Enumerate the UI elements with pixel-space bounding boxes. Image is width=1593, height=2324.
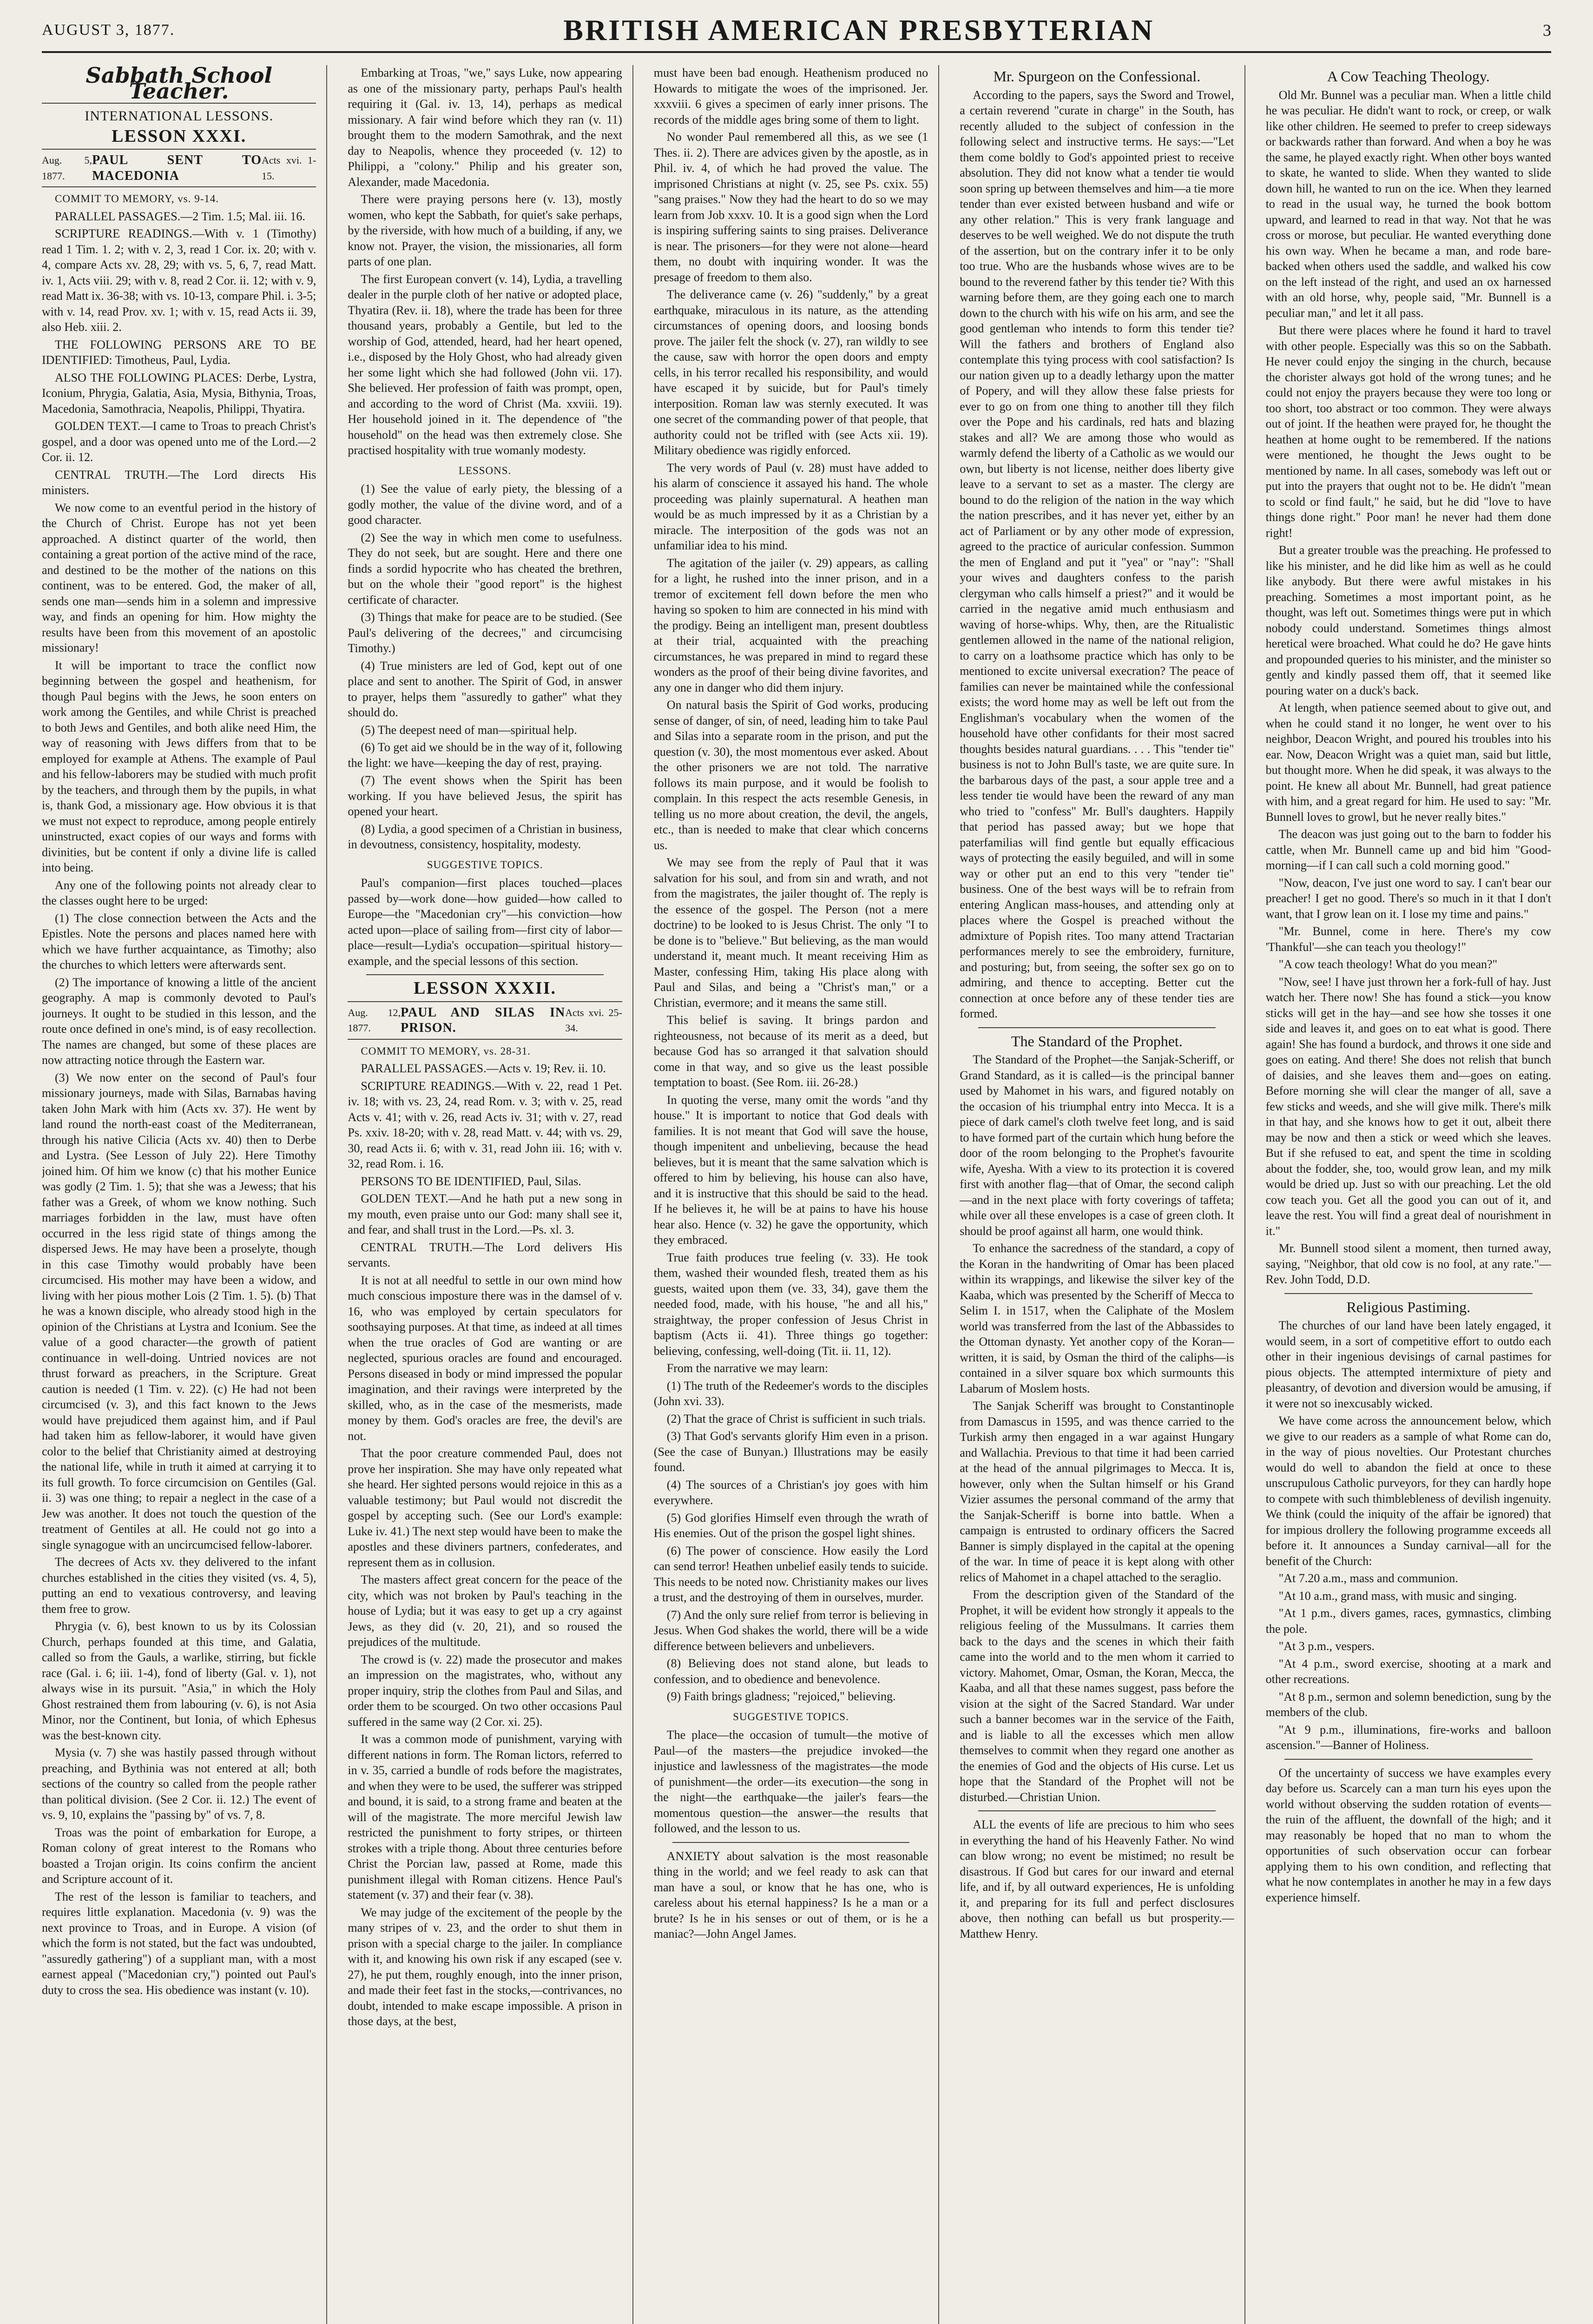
paragraph: There were praying persons here (v. 13), mostly women, who kept the Sabbath, for quiet's sake perhaps, by the riverside, with how much of a building, if any, we know not. Prayer, the vision, the missionaries, all form parts of one plan. bbox=[348, 192, 622, 268]
paragraph: At length, when patience seemed about to give out, and when he could stand it no longer, he went over to his neighbor, Deacon Wright, and poured his troubles into his ear. Now, Deacon Wright was a quiet man, said but little, but thought more. When he did speak, it was always to the point. He knew all about Mr. Bunnell, had great patience with him, and a great regard for him. He used to say: "Mr. Bunnell loves to growl, but he never really bites." bbox=[1265, 701, 1551, 824]
paragraph: "At 9 p.m., illuminations, fire-works and balloon ascension."—Banner of Holiness. bbox=[1265, 1723, 1551, 1752]
section-title: Sabbath School Teacher. bbox=[42, 68, 316, 104]
paragraph: "At 10 a.m., grand mass, with music and singing. bbox=[1278, 1589, 1517, 1603]
paragraph: (6) The power of conscience. How easily the Lord can send terror! Heathen unbelief easily tends to suicide. This needs to be noted now. Christianity makes our lives a trust, and the destroying of them in ourselves, murder. bbox=[653, 1544, 928, 1604]
column-5 bbox=[1266, 65, 1551, 2324]
paragraph: It is not at all needful to settle in our own mind how much conscious imposture there was in the damsel of v. 16, who was employed by certain speculators for soothsaying purposes. At that time, as indeed at all times when the true oracles of God are wanting or are neglected, spurious oracles are found and encouraged. Persons diseased in body or mind impressed the popular imagination, and their ravings were interpreted by the skilled, who, as in the case of the mesmerists, made money by them. God's oracles are free, the devil's are not. bbox=[348, 1273, 622, 1443]
paragraph: Of the uncertainty of success we have examples every day before us. Scarcely can a man turn his eyes upon the world without observing the sudden rotation of events—the ruin of the affluent, the downfall of the high; and it may reasonably be hoped that no man to whom the opportunities of such observation occur can forbear applying them to his own condition, and reflecting that what he now contemplates in another he may in a few days experience himself. bbox=[1265, 1766, 1551, 1904]
lesson-title: LESSON XXXI. bbox=[112, 126, 247, 146]
article-title: A Cow Teaching Theology. bbox=[1327, 68, 1490, 85]
paragraph: (7) And the only sure relief from terror is believing in Jesus. When God shakes the world, there will be a wide difference between believers and unbelievers. bbox=[653, 1608, 928, 1653]
paragraph: According to the papers, says the Sword and Trowel, a certain reverend "curate in charge" in the South, has recently alluded to the subject of confession in the following select and instructive terms. He says:—"Let them come boldly to God's appointed priest to receive absolution. They did not know what a tender tie would soon spring up between themselves and him—a tie more tender than ever existed between husband and wife or any other relation." This is very frank language and deserves to be well weighed. We do not dispute the truth of the assertion, but on the contrary infer it to be only too true. Who are the husbands whose wives are to be bound to the reverend father by this tender tie? With this warning before them, are they going each one to march down to the church with his wife on his arm, and see the good gentleman who intends to form this tender tie? Will the fathers and brothers of England also contemplate this tying process with cool satisfaction? Is our nation given up to a deadly lethargy upon the matter of Popery, and will they allow these false priests for ever to go on from one thing to another till they filch over the Pope and his cardinals, red hats and blazing stakes and all? We are among those who would as warmly defend the liberty of a Catholic as we would our own, but liberty is not license, neither does liberty give leave to a servant to set as a master. The clergy are bound to do the religion of the nation in the way which the nation prescribes, and it has never yet, either by an act of Parliament or by any other mode of expression, agreed to the practice of auricular confession. Summon the men of England and put it "yea" or "nay": "Shall your wives and daughters confess to the parish clergyman who calls himself a priest?" and it would be carried in the negative amid much enthusiasm and waving of horse-whips. Why, then, are the Ritualistic gentlemen allowed in the name of the national religion, to carry on a loathsome practice which has only to be mentioned to excite universal execration? The peace of families can never be maintained while the confessional exists; the word home may as well be left out from the Englishman's vocabulary when the women of the household have other confidants for their most sacred thoughts besides natural guardians. . . . This "tender tie" business is not to John Bull's taste, we are quite sure. In the barbarous days of the past, a sour apple tree and a less tender tie would have been the reward of any man who tried to "confess" Mr. Bull's daughters. Happily that period has passed away; but we hope that paterfamilias will find gentle but equally efficacious ways of protecting the easily beguiled, and will in some way or other put an end to this very "tender tie" business. One of the best ways will be to refrain from entering Anglican mass-houses, and attending only at places where the Gospel is preached without the admixture of Popish rites. Too many attend Tractarian performances merely to see the embroidery, furniture, and posturing; but, from seeing, the softer sex go on to admiring, and thence to accepting. Better cut the connection at once before any of these tender ties are formed. bbox=[960, 88, 1234, 1020]
paragraph: (4) True ministers are led of God, kept out of one place and sent to another. The Spirit of God, in answer to prayer, helps them "assuredly to gather" what they should do. bbox=[348, 659, 622, 719]
paragraph: PARALLEL PASSAGES.—Acts v. 19; Rev. ii. 10. bbox=[361, 1062, 606, 1075]
divider bbox=[672, 1842, 909, 1843]
paragraph: must have been bad enough. Heathenism produced no Howards to mitigate the woes of the imprisoned. Jer. xxxviii. 6 gives a specimen of early inner prisons. The records of the middle ages bring some of them to light. bbox=[653, 66, 928, 126]
paragraph: The deacon was just going out to the barn to fodder his cattle, when Mr. Bunnell came up and bid him "Good-morning—if I can call such a cold morning good." bbox=[1265, 827, 1551, 872]
paragraph: "At 1 p.m., divers games, races, gymnastics, climbing the pole. bbox=[1265, 1606, 1551, 1636]
paragraph: SCRIPTURE READINGS.—With v. 1 (Timothy) read 1 Tim. 1. 2; with v. 2, 3, read 1 Cor. ix. 20; with v. 4, compare Acts xv. 28, 29; with vs. 5, 6, 7, read Matt. iv. 1, Acts viii. 29; with v. 8, read 2 Cor. ii. 12; with v. 9, read Matt ix. 36-38; with vs. 10-13, compare Phil. i. 3-5; with v. 14, read Prov. xv. 1; with v. 15, read Acts ii. 39, also Heb. xiii. 2. bbox=[42, 227, 316, 334]
paragraph: Old Mr. Bunnel was a peculiar man. When a little child he was peculiar. He didn't want to rock, or creep, or walk like other children. He seemed to prefer to creep sideways or backwards rather than forward. And when a boy he was the same, he played exactly right. When other boys wanted to skate, he wanted to slide. When they wanted to slide down hill, he wanted to run on the ice. When they learned to read in the usual way, he turned the book bottom upward, and learned to read in that way. Not that he was cross or morose, but peculiar. He wanted everything done his own way. When he became a man, and rode bare-backed when others used the saddle, and walked his cow on the left instead of the right, and used an ox harnessed with an old horse, why, people said, "Mr. Bunnell is a peculiar man," and let it all pass. bbox=[1265, 88, 1551, 320]
paragraph: (7) The event shows when the Spirit has been working. If you have believed Jesus, the spirit has opened your heart. bbox=[348, 773, 622, 818]
divider bbox=[1284, 1293, 1533, 1294]
paragraph: The masters affect great concern for the peace of the city, which was not broken by Paul's teaching in the house of Lydia; but it was easy to get up a cry against Jews, as they did (v. 20, 21), and so roused the prejudices of the multitude. bbox=[348, 1573, 622, 1649]
paragraph: CENTRAL TRUTH.—The Lord directs His ministers. bbox=[42, 468, 316, 497]
paragraph: "At 4 p.m., sword exercise, shooting at a mark and other recreations. bbox=[1265, 1657, 1551, 1686]
paragraph: "A cow teach theology! What do you mean?" bbox=[1278, 957, 1498, 971]
paragraph: We may judge of the excitement of the people by the many stripes of v. 23, and the order to shut them in prison with a special charge to the jailer. In compliance with it, and knowing his own risk if any escaped (see v. 27), he put them, roughly enough, into the inner prison, and made their feet fast in the stocks,—contrivances, no doubt, intended to make escape impossible. A prison in those days, at the best, bbox=[348, 1905, 622, 2028]
paragraph: (1) The truth of the Redeemer's words to the disciples (John xvi. 33). bbox=[653, 1379, 928, 1408]
lesson-date: Aug. 12, 1877. bbox=[348, 1006, 401, 1034]
column-4 bbox=[960, 65, 1245, 2324]
column-3 bbox=[654, 65, 939, 2324]
paragraph: From the description given of the Standard of the Prophet, it will be evident how strongly it appeals to the religious feeling of the Mussulmans. It carries them back to the days and the scenes in which their faith came into the world and to the men whom it carried to victory. Mahomet, Omar, Osman, the Koran, Mecca, the Kaaba, and all that these names suggest, pass before the vision at the sight of the Sacred Standard. War under such a banner becomes war in the service of the Faith, and is liable to all the excesses which men allow themselves to commit when they regard one another as the enemies of God and the objects of His curse. Let us hope that the Standard of the Prophet will not be disturbed.—Christian Union. bbox=[960, 1588, 1234, 1804]
columns bbox=[42, 65, 1551, 2324]
paragraph: (8) Lydia, a good specimen of a Christian in business, in devoutness, consistency, hospitality, modesty. bbox=[348, 822, 622, 851]
paragraph: ALL the events of life are precious to him who sees in everything the hand of his Heavenly Father. No wind can blow wrong; no event be mistimed; no result be disastrous. If God but cares for our inward and eternal life, and if, by all outward experiences, He is unfolding it, and preparing for its full and perfect disclosures above, then nothing can befall us but prosperity.—Matthew Henry. bbox=[960, 1818, 1234, 1941]
paragraph: We have come across the announcement below, which we give to our readers as a sample of what Rome can do, in the way of pious novelties. Our Protestant churches would do well to abandon the field at once to these unscrupulous Catholic purveyors, for they can hardly hope to compete with such thimblebleness of devilish ingenuity. We think (could the iniquity of the affair be ignored) that for impious drollery the following programme exceeds all before it. It announces a Sunday carnival—all for the benefit of the Church: bbox=[1265, 1414, 1551, 1568]
paragraph: "Mr. Bunnel, come in here. There's my cow 'Thankful'—she can teach you theology!" bbox=[1265, 924, 1551, 954]
paragraph: GOLDEN TEXT.—I came to Troas to preach Christ's gospel, and a door was opened unto me of the Lord.—2 Cor. ii. 12. bbox=[42, 419, 316, 464]
lessons-heading: LESSONS. bbox=[458, 464, 512, 476]
paragraph: True faith produces true feeling (v. 33). He took them, washed their wounded flesh, treated them as his guests, waited upon them (ve. 33, 34), gave them the needed food, made, with his house, "he and all his," straightway, the proper confession of Jesus Christ in baptism (Acts ii. 41). Three things go together: believing, confessing, well-doing (Tit. ii. 11, 12). bbox=[653, 1250, 928, 1358]
paragraph: (4) The sources of a Christian's joy goes with him everywhere. bbox=[653, 1478, 928, 1507]
paragraph: ALSO THE FOLLOWING PLACES: Derbe, Lystra, Iconium, Phrygia, Galatia, Asia, Mysia, Bithynia, Troas, Macedonia, Samothracia, Neapolis, Philippi, Thyatira. bbox=[42, 370, 316, 416]
paragraph: It will be important to trace the conflict now beginning between the gospel and heathenism, for though Paul begins with the Jews, he soon enters on work among the Gentiles, and while Christ is preached to both Jews and Gentiles, and both alike need Him, the way of reasoning with Jews differs from that to be employed for example at Athens. The example of Paul and his fellow-laborers may be studied with much profit by the teachers, and through them by the pupils, in what is, thank God, a missionary age. How obvious it is that we must not expect to reproduce, among people entirely uninstructed, exact copies of our ways and forms with divinities, but be content if only a divine life is called into being. bbox=[42, 658, 316, 874]
paragraph: (3) We now enter on the second of Paul's four missionary journeys, made with Silas, Barnabas having taken John Mark with him (Acts xv. 37). He went by land round the north-east coast of the Mediterranean, through his native Cilicia (Acts xv. 40) then to Derbe and Lystra. (See Lesson of July 22). Here Timothy joined him. Of him we know (c) that his mother Eunice was godly (2 Tim. 1. 5); that she was a Jewess; that his father was a Greek, of whom we know nothing. Such marriages forbidden in the law, must have often occurred in the less rigid state of things among the dispersed Jews. He may have been a proselyte, though in this case Timothy would probably have been circumcised. His mother may have been a widow, and living with her pious mother Lois (2 Tim. 1. 5). (b) That he was a known disciple, who already stood high in the opinion of the Christians at Lystra and Iconium. See the value of a good character—the growth of patient continuance in well-doing. Untried novices are not thrust forward as preachers, in the Scripture. Great caution is needed (1 Tim. v. 22). (c) He had not been circumcised (v. 3), and this fact known to the Jews would have prejudiced them against him, and if Paul had taken him as fellow-laborer, it would have given color to the belief that Christianity aimed at destroying the national life, while in truth it aimed at carrying it to its full growth. To force circumcision on Gentiles (Gal. ii. 3) was one thing; to repair a neglect in the case of a Jew was another. It does not touch the question of the treatment of Gentiles at all. He could not go into a single synagogue with an uncircumcised fellow-laborer. bbox=[42, 1070, 316, 1552]
paragraph: (3) That God's servants glorify Him even in a prison. (See the case of Bunyan.) Illustrations may be easily found. bbox=[653, 1429, 928, 1474]
paragraph: CENTRAL TRUTH.—The Lord delivers His servants. bbox=[348, 1240, 622, 1269]
paragraph: "Now, deacon, I've just one word to say. I can't bear our preacher! I get no good. There's so much in it that I don't want, that I grow lean on it. I lose my time and pains." bbox=[1265, 876, 1551, 921]
paragraph: COMMIT TO MEMORY, vs. 28-31. bbox=[361, 1045, 531, 1057]
paragraph: It was a common mode of punishment, varying with different nations in form. The Roman lictors, referred to in v. 35, carried a bundle of rods before the magistrates, and when they were to be used, the sufferer was stripped and bound, it is said, to a strong frame and beaten at the will of the magistrate. The more merciful Jewish law restricted the punishment to forty stripes, or thirteen strokes with a triple thong. About three centuries before Christ the Porcian law, passed at Rome, made this punishment illegal with Roman citizens. Hence Paul's statement (v. 37) and their fear (v. 38). bbox=[348, 1732, 622, 1901]
paragraph: PERSONS TO BE IDENTIFIED, Paul, Silas. bbox=[361, 1174, 581, 1188]
paragraph: (1) See the value of early piety, the blessing of a godly mother, the value of the divine word, and of a good character. bbox=[348, 482, 622, 527]
paragraph: PARALLEL PASSAGES.—2 Tim. 1.5; Mal. iii. 16. bbox=[55, 209, 305, 223]
paragraph: We may see from the reply of Paul that it was salvation for his soul, and from sin and wrath, and not from the magistrates, the jailer thought of. The reply is the essence of the gospel. The Person (not a mere doctrine) to be looked to is Jesus Christ. The only "I to be done is to "believe." But believing, as the man would understand it, meant much. It meant receiving Him as Master, confessing Him, taking His place along with Paul and Silas, and being a "Christ's man," or a Christian, evermore; and it means the same still. bbox=[653, 856, 928, 1010]
paragraph: Mysia (v. 7) she was hastily passed through without preaching, and Bythinia was not entered at all; both sections of the country so called from the people rather than political division. (See 2 Cor. ii. 12.) The event of vs. 9, 10, explains the "passing by" of vs. 7, 8. bbox=[42, 1746, 316, 1822]
paragraph: "Now, see! I have just thrown her a fork-full of hay. Just watch her. There now! She has found a stick—you know sticks will get in the hay—and see how she tosses it one side and leaves it, and goes on to eat what is good. There again! She has found a burdock, and throws it one side and goes on eating. And there! She does not relish that bunch of daisies, and she leaves them and—goes on eating. Before morning she will clear the manger of all, save a few sticks and weeds, and she will give milk. There's milk in that hay, and she knows how to get it out, albeit there may be now and then a stick or weed which she leaves. But if she refused to eat, and spent the time in scolding about the fodder, she, too, would grow lean, and my milk would be dried up. Just so with our preaching. Let the old cow teach you. Get all the good you can out of it, and leave the rest. You will find a great deal of nourishment in it." bbox=[1265, 975, 1551, 1238]
paragraph: "At 3 p.m., vespers. bbox=[1278, 1639, 1375, 1653]
paragraph: The very words of Paul (v. 28) must have added to his alarm of conscience it assayed his hand. The whole proceeding was plainly supernatural. A heathen man would be as much impressed by it as a Christian by a miracle. The interposition of the gods was not an unfamiliar idea to his mind. bbox=[653, 461, 928, 552]
paragraph: The Sanjak Scheriff was brought to Constantinople from Damascus in 1595, and was thence carried to the Turkish army then engaged in a war against Hungary and Wallachia. Previous to that time it had been carried at the head of the annual pilgrimages to Mecca. It is, however, only when the Sultan himself or his Grand Vizier assumes the personal command of the army that the Sanjak-Scheriff is borne into battle. When a campaign is entrusted to ordinary officers the Sacred Banner is simply displayed in the capital at the opening of the war. In time of peace it is kept along with other relics of Mahomet in a chapel attached to the seraglio. bbox=[960, 1399, 1234, 1584]
lesson-subject: PAUL SENT TO MACEDONIA bbox=[92, 153, 262, 183]
paragraph: To enhance the sacredness of the standard, a copy of the Koran in the handwriting of Omar has been placed within its wrappings, and likewise the silver key of the Kaaba, which was presented by the Scheriff of Mecca to Selim I. in 1517, when the Caliphate of the Moslem world was transferred from the last of the Abbassides to the Ottoman dynasty. Yet another copy of the Koran—written, it is said, by Osman the third of the caliphs—is contained in a silver square box which surmounts this Labarum of Moslem hosts. bbox=[960, 1241, 1234, 1395]
paragraph: THE FOLLOWING PERSONS ARE TO BE IDENTIFIED: Timotheus, Paul, Lydia. bbox=[42, 337, 316, 367]
paragraph: From the narrative we may learn: bbox=[666, 1361, 829, 1375]
paragraph: ANXIETY about salvation is the most reasonable thing in the world; and we feel ready to ask can that man have a soul, or know that he has one, who is careless about his eternal happiness? Is he a man or a brute? Is he in his senses or out of them, or is he a maniac?—John Angel James. bbox=[653, 1849, 928, 1941]
paragraph: Troas was the point of embarkation for Europe, a Roman colony of great interest to the Romans who boasted a Trojan origin. Its coins confirm the ancient and Scripture account of it. bbox=[42, 1825, 316, 1886]
article-title: Mr. Spurgeon on the Confessional. bbox=[993, 68, 1201, 85]
paragraph: But a greater trouble was the preaching. He professed to like his minister, and he did like him as well as he could like anybody. But there were awful mistakes in his preaching. Sometimes a most important point, as he thought, was left out. Sometimes things were put in which nobody could understand. Sometimes things almost heretical were broached. What could he do? He gave hints and propounded queries to his minister, and the minister so gently and kindly passed them off, that it seemed like pouring water on a duck's back. bbox=[1265, 543, 1551, 697]
paragraph: The rest of the lesson is familiar to teachers, and requires little explanation. Macedonia (v. 9) was the next province to Troas, and in Europe. A vision (of which the form is not stated, but the fact was undoubted, "assuredly gathering") of a suppliant man, with a most earnest appeal ("Macedonian cry,") pointed out Paul's duty to cross the sea. His obedience was instant (v. 10). bbox=[42, 1889, 316, 1997]
paragraph: COMMIT TO MEMORY, vs. 9-14. bbox=[55, 193, 219, 205]
paragraph: The place—the occasion of tumult—the motive of Paul—of the masters—the prejudice invoked—the injustice and lawlessness of the magistrates—the mode of punishment—the order—its execution—the song in the night—the earthquake—the jailer's fears—the momentous question—the answer—the results that followed, and the lesson to us. bbox=[653, 1728, 928, 1835]
paragraph: (5) The deepest need of man—spiritual help. bbox=[361, 723, 577, 737]
paragraph: (6) To get aid we should be in the way of it, following the light: we have—keeping the day of rest, praying. bbox=[348, 740, 622, 770]
column-2 bbox=[348, 65, 633, 2324]
page-number: 3 bbox=[1543, 21, 1551, 40]
lesson-date: Aug. 5, 1877. bbox=[42, 154, 92, 182]
paragraph: Any one of the following points not already clear to the classes ought here to be urged: bbox=[42, 878, 316, 907]
paragraph: Phrygia (v. 6), best known to us by its Colossian Church, perhaps founded at this time, and Galatia, called so from the Gauls, a warlike, stirring, but fickle race (Gal. i. 6; iii. 1-4), fond of liberty (Gal. v. 1), not always wise in its pursuit. "Asia," in which the Holy Ghost restrained them from labouring (v. 6), is not Asia Minor, nor the Continent, but Ionia, of which Ephesus was the best-known city. bbox=[42, 1619, 316, 1742]
paragraph: (1) The close connection between the Acts and the Epistles. Note the persons and places named here with which we have further acquaintance, as Timothy; also the churches to which letters were afterwards sent. bbox=[42, 911, 316, 971]
lesson-reference: Acts xvi. 25-34. bbox=[565, 1006, 622, 1034]
paragraph: But there were places where he found it hard to travel with other people. Especially was this so on the Sabbath. He never could enjoy the singing in the church, because the chorister always got hold of the wrong tunes; and he could not enjoy the prayers because they were too long or too short, too abstract or too common. They were always out of joint. If the heathen were prayed for, he thought the heathen at home ought to be remembered. If the nations were mentioned, he thought the Jews ought to be mentioned by name. In all cases, somebody was left out or put into the prayers that ought not to be. He didn't "mean to scold or find fault," he said, but he did "love to have things done right." Poor man! he never had them done right! bbox=[1265, 324, 1551, 540]
paragraph: (2) The importance of knowing a little of the ancient geography. A map is commonly devoted to Paul's journeys. It ought to be studied in this lesson, and the route once defined in one's mind, is of easy recollection. The names are changed, but some of these places are now attracting notice through the Eastern war. bbox=[42, 975, 316, 1067]
paragraph: The crowd is (v. 22) made the prosecutor and makes an impression on the magistrates, who, without any proper inquiry, strip the clothes from Paul and Silas, and order them to be scourged. On two other occasions Paul suffered in the same way (2 Cor. xi. 25). bbox=[348, 1652, 622, 1729]
lesson-subject: PAUL AND SILAS IN PRISON. bbox=[401, 1005, 566, 1035]
paragraph: Mr. Bunnell stood silent a moment, then turned away, saying, "Neighbor, that old cow is no fool, at any rate."—Rev. John Todd, D.D. bbox=[1265, 1241, 1551, 1286]
paragraph: GOLDEN TEXT.—And he hath put a new song in my mouth, even praise unto our God: many shall see it, and fear, and shall trust in the Lord.—Ps. xl. 3. bbox=[348, 1192, 622, 1236]
divider bbox=[366, 974, 603, 975]
divider bbox=[978, 1810, 1215, 1811]
paragraph: "At 8 p.m., sermon and solemn benediction, sung by the members of the club. bbox=[1265, 1690, 1551, 1719]
paragraph: That the poor creature commended Paul, does not prove her inspiration. She may have only repeated what she heard. Her sighted persons would rejoice in this as a valuable testimony; but Paul would not discredit the gospel by accepting such. (See our Lord's example: Luke iv. 41.) The next step would have been to make the apostles and these diviners partners, confederates, and represent them as in collusion. bbox=[348, 1446, 622, 1569]
section-subtitle: INTERNATIONAL LESSONS. bbox=[85, 108, 274, 124]
paragraph: SCRIPTURE READINGS.—With v. 22, read 1 Pet. iv. 18; with vs. 23, 24, read Rom. v. 3; with v. 25, read Acts v. 41; with v. 26, read Acts iv. 31; with v. 27, read Ps. xxiv. 18-20; with v. 28, read Matt. v. 44; with vs. 29, 30, read Acts ii. 6; with v. 31, read John iii. 16; with v. 32, read Rom. i. 16. bbox=[348, 1079, 622, 1170]
paragraph: (5) God glorifies Himself even through the wrath of His enemies. Out of the prison the gospel light shines. bbox=[653, 1511, 928, 1540]
suggestive-topics-heading: SUGGESTIVE TOPICS. bbox=[733, 1710, 849, 1723]
paragraph: "At 7.20 a.m., mass and communion. bbox=[1278, 1571, 1458, 1585]
paragraph: The agitation of the jailer (v. 29) appears, as calling for a light, he rushed into the inner prison, and in a tremor of excitement fell down before the men who having so spoken to him are connected in his mind with the prodigy. Being an intelligent man, present doubtless at their trial, acquainted with the preaching circumstances, he was prepared in mind to regard these wonders as the proof of their being divine favorites, and any one in danger who did them injury. bbox=[653, 556, 928, 694]
divider bbox=[978, 1027, 1215, 1028]
paragraph: This belief is saving. It brings pardon and righteousness, not because of its merit as a deed, but because God has so arranged it that salvation should come in that way, and so give us the least possible temptation to boast. (See Rom. iii. 26-28.) bbox=[653, 1013, 928, 1089]
masthead bbox=[42, 9, 1551, 53]
paragraph: Embarking at Troas, "we," says Luke, now appearing as one of the missionary party, perhaps Paul's health requiring it (Gal. iv. 13, 14), perhaps as medical missionary. A fair wind before which they ran (v. 11) brought them to the modern Samothrak, and the next day to Neapolis, whence they proceeded (v. 12) to Philippi, a "colony." Philip and his greater son, Alexander, made Macedonia. bbox=[348, 66, 622, 189]
newspaper-title: BRITISH AMERICAN PRESBYTERIAN bbox=[563, 13, 1155, 46]
lesson-title: LESSON XXXII. bbox=[414, 978, 557, 998]
paragraph: On natural basis the Spirit of God works, producing sense of danger, of sin, of need, leading him to take Paul and Silas into a separate room in the prison, and put the question (v. 30), the most momentous ever asked. About the other prisoners we are not told. The narrative follows its main purpose, and it would be foolish to complain. In this respect the acts resemble Genesis, in telling us no more about creation, the devil, the angels, etc., than is needed to make that clear which concerns us. bbox=[653, 698, 928, 852]
paragraph: (9) Faith brings gladness; "rejoiced," believing. bbox=[666, 1690, 896, 1703]
article-title: The Standard of the Prophet. bbox=[1011, 1032, 1183, 1050]
paragraph: In quoting the verse, many omit the words "and thy house." It is important to notice that God deals with families. It is not meant that God will save the house, though impenitent and unbelieving, because the head believes, but it is meant that the same salvation which is offered to him by believing, his house can also have, and it is instructive that this should be said to the head. If he believes it, he will be at pains to have his house hear also. Hence (v. 32) he gave the opportunity, which they embraced. bbox=[653, 1093, 928, 1247]
divider bbox=[1284, 1759, 1533, 1760]
paragraph: The decrees of Acts xv. they delivered to the infant churches established in the cities they visited (vs. 4, 5), putting an end to vexatious controversy, and leaving them free to grow. bbox=[42, 1555, 316, 1616]
lesson-header bbox=[348, 1001, 622, 1040]
article-title: Religious Pastiming. bbox=[1346, 1298, 1471, 1315]
paragraph: (2) See the way in which men come to usefulness. They do not seek, but are sought. Here and there one finds a sordid hypocrite who has cheated the brethren, but on the whole their "good report" is the highest certificate of character. bbox=[348, 530, 622, 607]
paragraph: (2) That the grace of Christ is sufficient in such trials. bbox=[666, 1412, 926, 1426]
paragraph: No wonder Paul remembered all this, as we see (1 Thes. ii. 2). There are advices given by the apostle, as in Phil. iv. 4, of which he had proved the value. The imprisoned Christians at night (v. 25, see Ps. cxix. 55) "sang praises." Now they had the heart to do so we may learn from Job xxxv. 10. It is a good sign when the Lord is inspiring suffering saints to sing praises. Deliverance is near. The prisoners—for they were not alone—heard them, no doubt with inquiring wonder. It was the presage of freedom to them also. bbox=[653, 130, 928, 284]
paragraph: Paul's companion—first places touched—places passed by—work done—how guided—how called to Europe—the "Macedonian cry"—his conviction—how acted upon—place of sailing from—first city of labor—place—result—Lydia's occupation—spiritual history—example, and the special lessons of this section. bbox=[348, 876, 622, 968]
paragraph: We now come to an eventful period in the history of the Church of Christ. Europe has not yet been approached. A distinct quarter of the world, then containing a great portion of the active mind of the race, and destined to be the mother of the nations on this continent, was to be entered. God, the maker of all, sends one man—sends him in a solemn and impressive way, and finds an opening for him. How mighty the results have been from this movement of an apostolic missionary! bbox=[42, 501, 316, 654]
issue-date: AUGUST 3, 1877. bbox=[42, 21, 175, 39]
paragraph: The Standard of the Prophet—the Sanjak-Scheriff, or Grand Standard, as it is called—is the principal banner used by Mahomet in his wars, and figured notably on the occasion of his triumphal entry into Mecca. It is a piece of dark camel's cloth twelve feet long, and is said to have formed part of the curtain which hung before the door of the room belonging to the Prophet's favourite wife, Ayesha. With a view to its protection it is covered first with another flag—that of Omar, the second caliph—and in the next place with forty coverings of taffeta; while over all these envelopes is a case of green cloth. It should be proof against all harm, one would think. bbox=[960, 1053, 1234, 1238]
suggestive-topics-heading: SUGGESTIVE TOPICS. bbox=[427, 858, 543, 871]
lesson-header bbox=[42, 149, 316, 187]
paragraph: The churches of our land have been lately engaged, it would seem, in a sort of competitive effort to outdo each other in their ingenious devisings of carnal pastimes for pious objects. The attempted intermixture of piety and pleasantry, of devotion and diversion would be amusing, if it were not so inexcusably wicked. bbox=[1265, 1319, 1551, 1410]
paragraph: (8) Believing does not stand alone, but leads to confession, and to obedience and benevolence. bbox=[653, 1657, 928, 1686]
column-1 bbox=[42, 65, 327, 2324]
paragraph: The first European convert (v. 14), Lydia, a travelling dealer in the purple cloth of her native or adopted place, Thyatira (Rev. ii. 18), where the trade has been for three thousand years, probably a Gentile, but led to the worship of God, attended, heard, had her heart opened, i.e., disposed by the Holy Ghost, who had already given her some light which she had followed (John vii. 17). She believed. Her profession of faith was prompt, open, and according to the word of Christ (Ma. xxviii. 19). Her household joined in it. The dependence of "the household" on the head was then extremely close. She practised hospitality with true womanly modesty. bbox=[348, 272, 622, 457]
lesson-reference: Acts xvi. 1-15. bbox=[262, 154, 316, 182]
paragraph: (3) Things that make for peace are to be studied. (See Paul's delivering of the decrees," and circumcising Timothy.) bbox=[348, 610, 622, 655]
paragraph: The deliverance came (v. 26) "suddenly," by a great earthquake, miraculous in its nature, as the attending circumstances of opening doors, and loosing bonds prove. The jailer felt the shock (v. 27), ran wildly to see the cause, saw with horror the open doors and empty cells, in his terror recalled his responsibility, and would have escaped it by suicide, but for Paul's timely interposition. Roman law was sternly executed. It was one secret of the commanding power of that people, that authority could not be trifled with (see Acts xii. 19). Military obedience was rigidly enforced. bbox=[653, 288, 928, 457]
